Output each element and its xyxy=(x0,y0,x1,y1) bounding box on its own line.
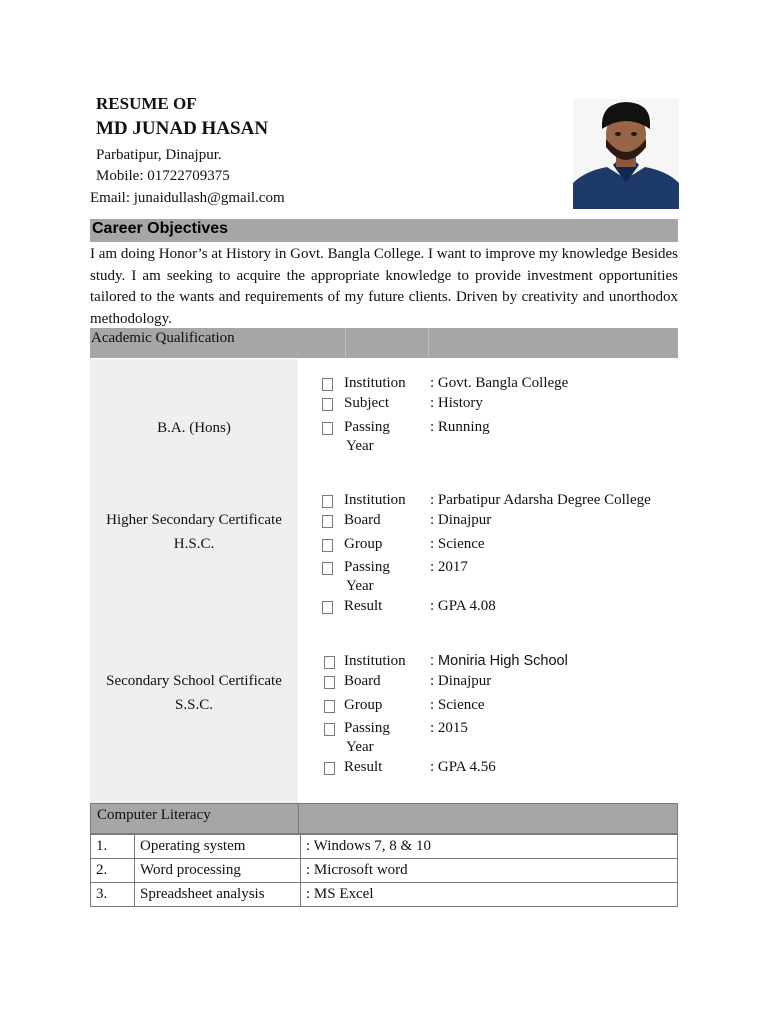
resume-of-heading: RESUME OF xyxy=(96,94,197,113)
checkbox-bullet-icon xyxy=(324,676,335,689)
checkbox-bullet-icon xyxy=(322,398,333,411)
skill-value: : MS Excel xyxy=(301,883,678,907)
row-number: 3. xyxy=(91,883,135,907)
skill-value: : Microsoft word xyxy=(301,859,678,883)
field-label: Institution xyxy=(344,375,406,391)
degree-abbrev: H.S.C. xyxy=(173,536,215,552)
checkbox-bullet-icon xyxy=(324,762,335,775)
field-label: Group xyxy=(344,536,383,552)
checkbox-bullet-icon xyxy=(322,422,333,435)
column-divider xyxy=(298,804,299,833)
field-label: Institution xyxy=(344,492,406,508)
degree-hsc xyxy=(90,508,298,556)
computer-literacy-heading: Computer Literacy xyxy=(97,807,211,823)
field-value: : 2015 xyxy=(430,720,468,736)
person-photo-icon xyxy=(573,99,679,209)
career-objectives-heading: Career Objectives xyxy=(92,220,229,237)
field-value: : GPA 4.56 xyxy=(430,759,496,775)
checkbox-bullet-icon xyxy=(322,378,333,391)
field-label: Passing xyxy=(344,720,390,736)
checkbox-bullet-icon xyxy=(324,723,335,736)
field-label: Passing xyxy=(344,559,390,575)
computer-literacy-table xyxy=(90,834,678,907)
field-label: Group xyxy=(344,697,383,713)
address: Parbatipur, Dinajpur. xyxy=(96,147,222,163)
field-value: : Govt. Bangla College xyxy=(430,375,569,391)
field-value: : Parbatipur Adarsha Degree College xyxy=(430,492,651,508)
checkbox-bullet-icon xyxy=(322,515,333,528)
field-label: Subject xyxy=(344,395,389,411)
career-objectives-text: I am doing Honor’s at History in Govt. Bangla College. I want to improve my knowledge Besides study. I am seeking to acquire the appropriate knowledge to provide investment opportunities tailored to the wants and requirements of my future clients. Driven by creativity and unorthodox methodology. xyxy=(90,246,678,327)
skill-name: Word processing xyxy=(135,859,301,883)
career-objectives-bar xyxy=(90,219,678,242)
table-row xyxy=(91,859,678,883)
field-value: : GPA 4.08 xyxy=(430,598,496,614)
skill-name: Operating system xyxy=(135,835,301,859)
field-label: Result xyxy=(344,598,383,614)
field-value: : Science xyxy=(430,697,485,713)
degree-name: B.A. (Hons) xyxy=(157,420,231,436)
row-number: 1. xyxy=(91,835,135,859)
degree-abbrev: S.S.C. xyxy=(175,697,213,713)
mobile-number: Mobile: 01722709375 xyxy=(96,168,230,184)
field-label-cont: Year xyxy=(346,578,374,594)
field-value: : Dinajpur xyxy=(430,512,492,528)
degree-name: Secondary School Certificate xyxy=(106,673,282,689)
field-value: : Running xyxy=(430,419,490,435)
field-label: Institution xyxy=(344,653,406,669)
computer-literacy-bar xyxy=(90,803,678,834)
checkbox-bullet-icon xyxy=(322,562,333,575)
profile-photo xyxy=(573,99,679,209)
degree-ssc xyxy=(90,669,298,717)
field-value: : Moniria High School xyxy=(430,653,568,669)
field-label: Board xyxy=(344,673,381,689)
skill-name: Spreadsheet analysis xyxy=(135,883,301,907)
field-value: : Dinajpur xyxy=(430,673,492,689)
column-divider xyxy=(345,328,346,358)
field-value: : History xyxy=(430,395,483,411)
degree-name: Higher Secondary Certificate xyxy=(106,512,282,528)
field-label-cont: Year xyxy=(346,739,374,755)
field-label: Result xyxy=(344,759,383,775)
checkbox-bullet-icon xyxy=(324,656,335,669)
field-value: : 2017 xyxy=(430,559,468,575)
row-number: 2. xyxy=(91,859,135,883)
skill-value: : Windows 7, 8 & 10 xyxy=(301,835,678,859)
checkbox-bullet-icon xyxy=(322,601,333,614)
table-row xyxy=(91,835,678,859)
field-label: Passing xyxy=(344,419,390,435)
checkbox-bullet-icon xyxy=(322,495,333,508)
field-label-cont: Year xyxy=(346,438,374,454)
degree-ba xyxy=(90,416,298,440)
column-divider xyxy=(428,328,429,358)
checkbox-bullet-icon xyxy=(322,539,333,552)
academic-qualification-bar xyxy=(90,328,678,358)
academic-qualification-heading: Academic Qualification xyxy=(91,330,235,346)
email-address: Email: junaidullash@gmail.com xyxy=(90,190,285,206)
field-label: Board xyxy=(344,512,381,528)
table-row xyxy=(91,883,678,907)
applicant-name: MD JUNAD HASAN xyxy=(96,118,269,139)
checkbox-bullet-icon xyxy=(324,700,335,713)
field-value: : Science xyxy=(430,536,485,552)
